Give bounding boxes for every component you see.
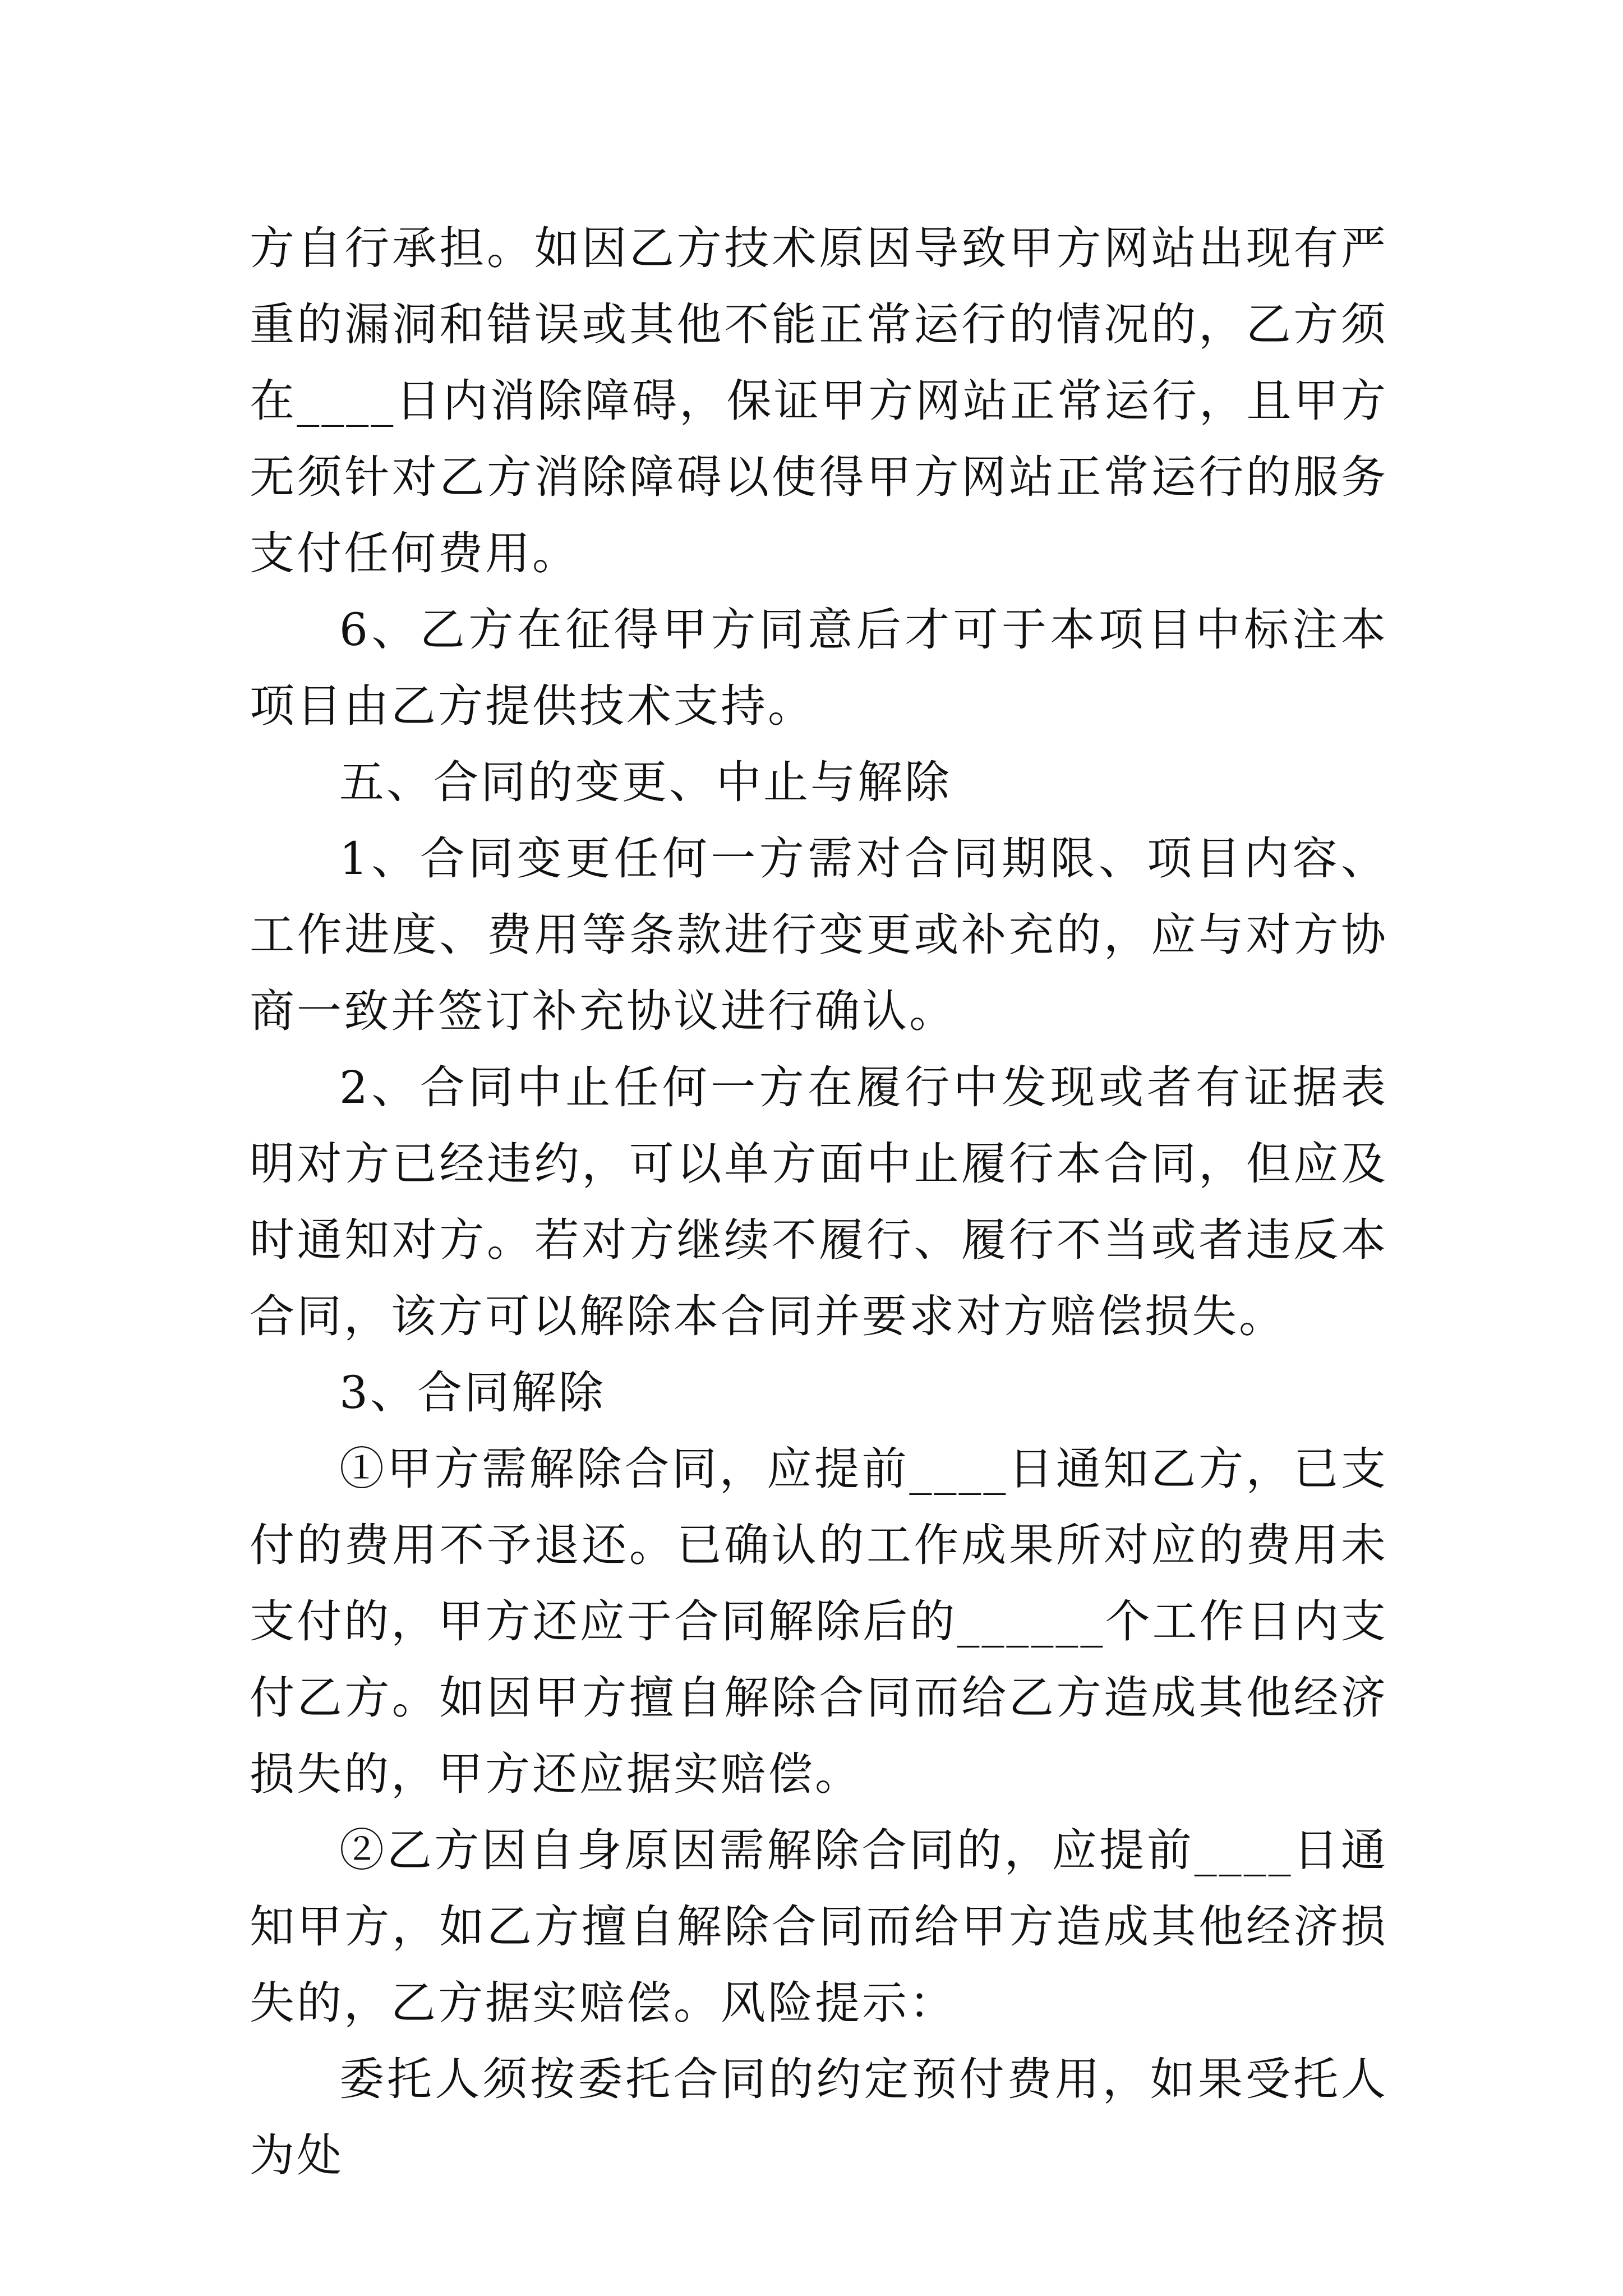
- paragraph-clause-6: 6、乙方在征得甲方同意后才可于本项目中标注本项目由乙方提供技术支持。: [250, 604, 1388, 732]
- paragraph-item-1: ①甲方需解除合同，应提前____日通知乙方，已支付的费用不予退还。已确认的工作成果所对应的费用未支付的，甲方还应于合同解除后的______个工作日内支付乙方。如因甲方擅自解除合同而给乙方造成其他经济损失的，甲方还应据实赔偿。: [250, 1443, 1388, 1800]
- paragraph-item-2: ②乙方因自身原因需解除合同的，应提前____日通知甲方，如乙方擅自解除合同而给甲方造成其他经济损失的，乙方据实赔偿。风险提示：: [250, 1824, 1388, 2029]
- paragraph-continuation: 方自行承担。如因乙方技术原因导致甲方网站出现有严重的漏洞和错误或其他不能正常运行的情况的，乙方须在____日内消除障碍，保证甲方网站正常运行，且甲方无须针对乙方消除障碍以使得甲方网站正常运行的服务支付任何费用。: [250, 222, 1388, 579]
- paragraph-clause-2: 2、合同中止任何一方在履行中发现或者有证据表明对方已经违约，可以单方面中止履行本合同，但应及时通知对方。若对方继续不履行、履行不当或者违反本合同，该方可以解除本合同并要求对方赔偿损失。: [250, 1061, 1388, 1342]
- document-body: [250, 210, 1388, 2194]
- paragraph-clause-3: 3、合同解除: [339, 1366, 606, 1419]
- paragraph-risk-note: 委托人须按委托合同的约定预付费用，如果受托人为处: [250, 2053, 1388, 2182]
- section-heading-5: 五、合同的变更、中止与解除: [339, 756, 952, 808]
- paragraph-clause-1: 1、合同变更任何一方需对合同期限、项目内容、工作进度、费用等条款进行变更或补充的，应与对方协商一致并签订补充协议进行确认。: [250, 832, 1388, 1037]
